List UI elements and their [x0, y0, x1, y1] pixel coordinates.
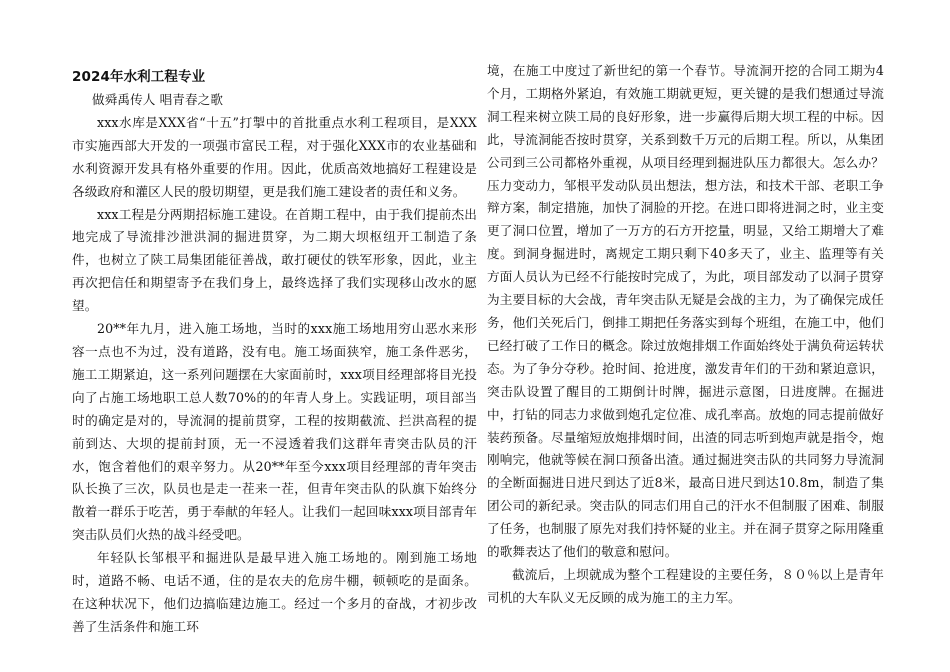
document-subtitle: 做舜禹传人 唱青春之歌: [92, 92, 224, 107]
paragraph-continued: 境，在施工中度过了新世纪的第一个春节。导流洞开挖的合同工期为4个月，工期格外紧迫，有效施工期就更短，更关键的是我们想通过导流洞工程来树立陕工局的良好形象，进一步赢得后期大坝工程的中标。因此，导流洞能否按时贯穿，关系到数千万元的后期工程。所以，从集团公司到三公司都格外重视，从项目经理到掘进队压力都很大。怎么办？压力变动力，邹根平发动队员出想法，想方法，和技术干部、老职工争辩方案，制定措施，加快了洞脸的开挖。在进口即将进洞之时，业主变更了洞口位置，增加了一万方的石方开挖量，明显，又给工期增大了难度。到洞身掘进时，离规定工期只剩下40多天了，业主、监理等有关方面人员认为已经不行能按时完成了，为此，项目部发动了以洞子贯穿为主要目标的大会战，青年突击队无疑是会战的主力，为了确保完成任务，他们关死后门，倒排工期把任务落实到每个班组，在施工中，他们已经打破了工作日的概念。除过放炮排烟工作面始终处于满负荷运转状态。为了争分夺秒。抢时间、抢进度，激发青年们的干劲和紧迫意识，突击队设置了醒目的工期倒计时牌，掘进示意图，日进度牌。在掘进中，打钻的同志力求做到炮孔定位准、成孔率高。放炮的同志提前做好装药预备。尽量缩短放炮排烟时间，出渣的同志听到炮声就是指令，炮刚响完，他就等候在洞口预备出渣。通过掘进突击队的共同努力导流洞的全断面掘进日进尺到达了近8米，最高日进尺到达10.8m，制造了集团公司的新纪录。突击队的同志们用自己的汗水不但制服了困难、制服了任务，也制服了原先对我们持怀疑的业主。并在洞子贯穿之际用隆重的歌舞表达了他们的敬意和慰问。: [487, 63, 884, 560]
paragraph: xxx水库是XXX省“十五”打掣中的首批重点水利工程项目，是XXX市实施西部大开发的一项强市富民工程，对于强化XXX市的农业基础和水利资源开发具有格外重要的作用。因此，优质高效地搞好工程建设是各级政府和灌区人民的殷切期望，更是我们施工建设者的责任和义务。: [72, 114, 477, 199]
paragraph: xxx工程是分两期招标施工建设。在首期工程中，由于我们提前杰出地完成了导流排沙泄洪洞的掘进贯穿，为二期大坝枢纽开工制造了条件，也树立了陕工局集团能征善战，敢打硬仗的铁军形象，因此，业主再次把信任和期望寄予在我们身上，最终选择了我们实现移山改水的愿望。: [72, 206, 477, 314]
paragraph: 截流后，上坝就成为整个工程建设的主要任务，８０％以上是青年司机的大车队义无反顾的成为施工的主力军。: [487, 566, 884, 605]
document-title: 2024年水利工程专业: [72, 69, 206, 85]
left-column: [72, 60, 477, 639]
paragraph: 年轻队长邹根平和掘进队是最早进入施工场地的。刚到施工场地时，道路不畅、电话不通，住的是农夫的危房牛棚，顿顿吃的是面条。在这种状况下，他们边搞临建边施工。经过一个多月的奋战，才初步改善了生活条件和施工环: [72, 550, 477, 634]
paragraph: 20**年九月，进入施工场地，当时的xxx施工场地用穷山恶水来形容一点也不为过，没有道路，没有电。施工场面狭窄，施工条件恶劣，施工工期紧迫，这一系列问题摆在大家面前时，xxx项目经理部将目光投向了占施工场地职工总人数70%的的年青人身上。实践证明，项目部当时的确定是对的，导流洞的提前贯穿，工程的按期截流、拦洪高程的提前到达、大坝的提前封顶，无一不浸透着我们这群年青突击队员的汗水，饱含着他们的艰辛努力。从20**年至今xxx项目经理部的青年突击队长换了三次，队员也是走一茬来一茬，但青年突击队的队旗下始终分散着一群乐于吃苦，勇于奉献的年轻人。让我们一起回味xxx项目部青年突击队员们火热的战斗经受吧。: [72, 321, 477, 543]
right-column: [487, 60, 884, 610]
